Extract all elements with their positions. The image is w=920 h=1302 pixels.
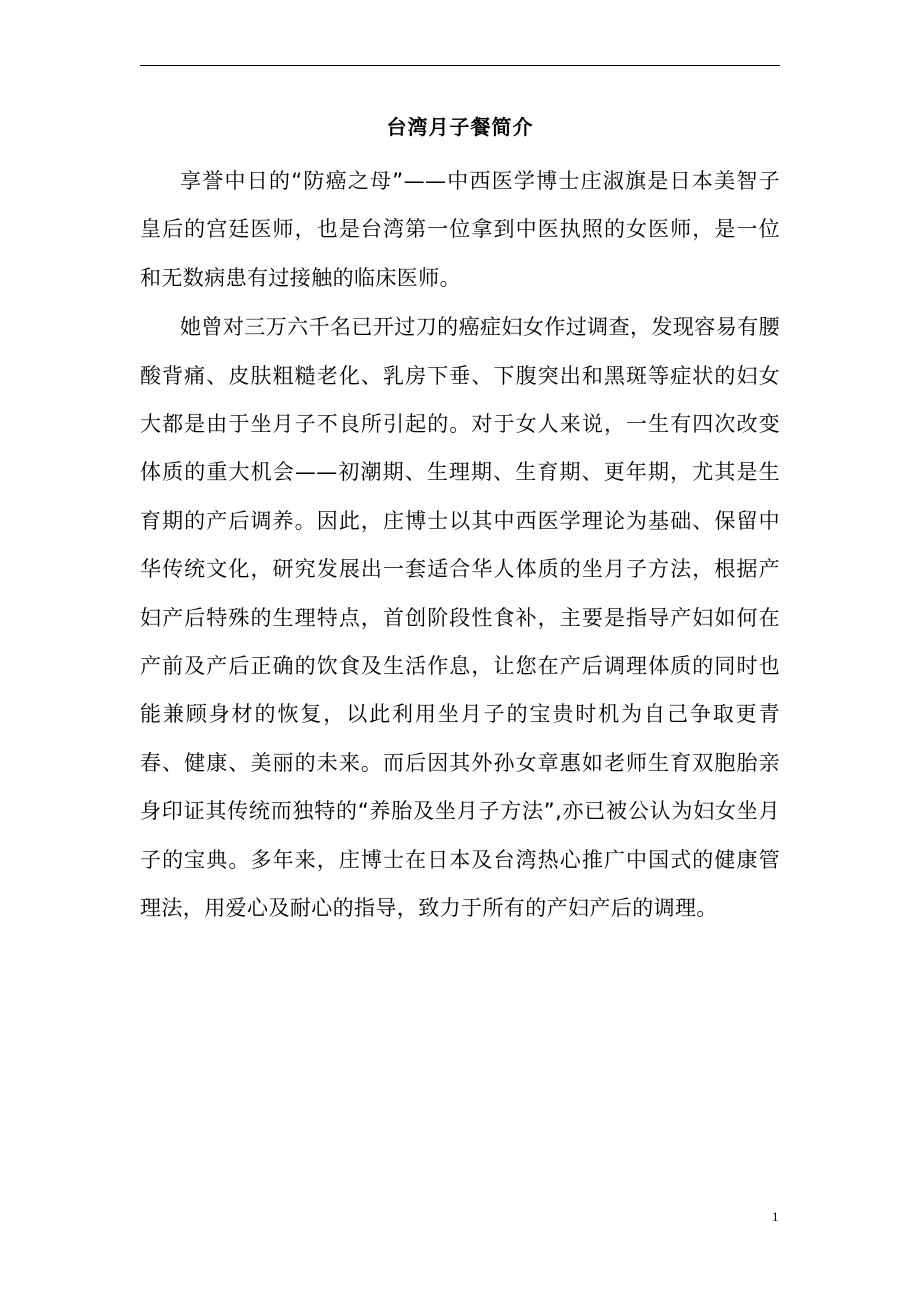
document-body [140,157,780,933]
paragraph-2: 她曾对三万六千名已开过刀的癌症妇女作过调查，发现容易有腰酸背痛、皮肤粗糙老化、乳房下垂、下腹突出和黑斑等症状的妇女大都是由于坐月子不良所引起的。对于女人来说，一生有四次改变体质的重大机会——初潮期、生理期、生育期、更年期，尤其是生育期的产后调养。因此，庄博士以其中西医学理论为基础、保留中华传统文化，研究发展出一套适合华人体质的坐月子方法，根据产妇产后特殊的生理特点，首创阶段性食补，主要是指导产妇如何在产前及产后正确的饮食及生活作息，让您在产后调理体质的同时也能兼顾身材的恢复，以此利用坐月子的宝贵时机为自己争取更青春、健康、美丽的未来。而后因其外孙女章惠如老师生育双胞胎亲身印证其传统而独特的“养胎及坐月子方法”,亦已被公认为妇女坐月子的宝典。多年来，庄博士在日本及台湾热心推广中国式的健康管理法，用爱心及耐心的指导，致力于所有的产妇产后的调理。 [140,315,780,921]
paragraph-1: 享誉中日的“防癌之母”——中西医学博士庄淑旗是日本美智子皇后的宫廷医师，也是台湾第一位拿到中医执照的女医师，是一位和无数病患有过接触的临床医师。 [140,169,780,290]
header-rule [140,65,780,66]
page-number: 1 [772,1209,779,1224]
document-title: 台湾月子餐简介 [386,115,534,139]
